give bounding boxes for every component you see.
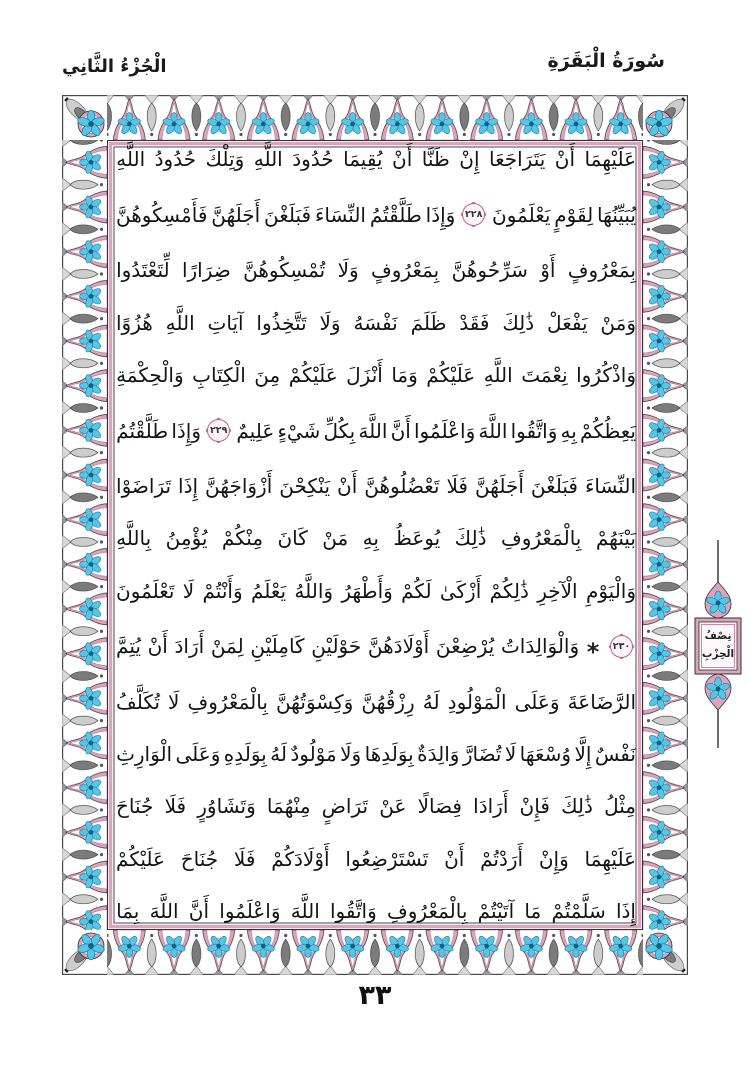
verse-number-medallion: [608, 633, 635, 660]
word: سَرِّحُوهُنَّ: [451, 258, 528, 283]
hizb-note-line1: نِصْفُ: [704, 630, 732, 642]
word: هُزُوًا: [116, 310, 153, 335]
quran-line: [116, 846, 636, 871]
word: ظَلَمَ: [410, 310, 447, 335]
word: وَاعْلَمُوا: [219, 898, 281, 923]
word: ذَٰلِكَ: [502, 310, 535, 335]
word: نَفْسٌ: [594, 742, 636, 767]
word: أَزْوَاجَهُنَّ: [205, 474, 273, 499]
word: اللَّهَ: [358, 418, 388, 443]
word: يَنْكِحْنَ: [279, 474, 331, 499]
word: ذَٰلِكَ: [454, 526, 487, 551]
word: فَلَا: [446, 474, 468, 499]
word: النِّسَاءَ: [314, 202, 366, 227]
word: الْكِتَابِ: [192, 362, 246, 387]
word: النِّسَاءَ: [584, 474, 636, 499]
word: يَعْلَمُونَ: [492, 202, 551, 227]
word: طَلَّقْتُمُ: [116, 418, 169, 443]
word: بِالْمَعْرُوفِ: [500, 526, 582, 551]
word: اللَّهَ: [149, 898, 179, 923]
word: وَأَنْتُمْ: [202, 578, 243, 603]
word: بِمَعْرُوفٍ: [567, 258, 636, 283]
word: أَنْ: [337, 474, 358, 499]
quran-line: [116, 417, 636, 444]
word: مِنَ: [254, 362, 281, 387]
word: مَوْلُودٌ: [290, 742, 337, 767]
word: لِمَنْ: [210, 634, 244, 659]
word: وَإِذَا: [171, 418, 202, 443]
word: يَفْعَلْ: [547, 310, 588, 335]
word: سَلَّمْتُمْ: [551, 898, 606, 923]
word: فَأَمْسِكُوهُنَّ: [116, 202, 208, 227]
word: إِلَّا: [574, 742, 592, 767]
word: لَا: [168, 690, 180, 715]
word: وَالِدَةٌ: [417, 742, 460, 767]
word: تَرَاضٍ: [321, 794, 369, 819]
word: الْمَوْلُودِ: [447, 690, 507, 715]
word: يَتَرَاجَعَا: [489, 147, 546, 171]
hizb-medallion: [687, 540, 749, 748]
word: ضِرَارًا: [181, 258, 231, 283]
word: جُنَاحَ: [180, 846, 219, 871]
hizb-note-line2: الْحِزْبِ: [701, 648, 735, 660]
word: لَهُ: [270, 742, 287, 767]
word: اللَّهَ: [290, 898, 320, 923]
word: وَإِنْ: [538, 846, 569, 871]
word: وَالْوَالِدَاتُ: [500, 634, 580, 659]
word: عَلَيْكُمْ: [116, 846, 165, 871]
word: اللَّهِ: [483, 362, 513, 387]
word: رِزْقُهُنَّ: [361, 690, 415, 715]
word: أَرَدْتُمْ: [480, 846, 524, 871]
word: بِهِ: [560, 418, 577, 443]
word: وَإِذَا: [425, 202, 456, 227]
quran-line: [116, 474, 636, 499]
hizb-medallion-ornament: [687, 540, 749, 748]
word: يَعِظُكُمْ: [580, 418, 636, 443]
word: أَنْ: [147, 634, 168, 659]
word: عَلَيْكُمْ: [288, 362, 338, 387]
word: أَنَّ: [188, 898, 210, 923]
word: بِكُلِّ: [323, 418, 356, 443]
verse-number: ٢٢٩: [210, 424, 228, 436]
word: بِوَلَدِهَا: [364, 742, 414, 767]
word: مَنْ: [322, 526, 349, 551]
word: لِقَوْمٍ: [554, 202, 594, 227]
word: تَرَاضَوْا: [116, 474, 172, 499]
word: فَقَدْ: [459, 310, 490, 335]
word: طَلَّقْتُمُ: [369, 202, 422, 227]
word: وَالْحِكْمَةِ: [116, 362, 184, 387]
word: بِمَا: [116, 898, 140, 923]
word: وَكِسْوَتُهُنَّ: [275, 690, 354, 715]
word: نِعْمَتَ: [521, 362, 568, 387]
word: وَأَطْهَرُ: [341, 578, 393, 603]
text-block: [116, 149, 636, 921]
word: عَنْ: [379, 794, 407, 819]
word: اللَّهَ: [478, 418, 508, 443]
word: أَنَّ: [390, 418, 411, 443]
word: وَاتَّقُوا: [510, 418, 558, 443]
word: نَفْسَهُ: [353, 310, 398, 335]
word: وَمَا: [391, 362, 418, 387]
word: آيَاتِ: [207, 310, 244, 335]
word: بِاللَّهِ: [116, 526, 152, 551]
quran-line: ٢٣٠ * وَالْوَالِدَاتُ يُرْضِعْنَ أَوْلَادَهُنَّ حَوْلَيْنِ كَامِلَيْنِ لِمَنْ أَرَادَ أَنْ يُتِمَّ: [116, 633, 636, 660]
word: عَلِيمٌ: [236, 418, 275, 443]
word: لِّتَعْتَدُوا: [116, 258, 170, 283]
word: يُقِيمَا: [343, 147, 383, 171]
verse-number: ٢٣٠: [612, 640, 631, 652]
word: شَيْءٍ: [277, 418, 321, 443]
word: تَتَّخِذُوا: [256, 310, 307, 335]
word: تُضَارَّ: [462, 742, 502, 767]
word: وَلَا: [319, 310, 341, 335]
word: الرَّضَاعَةَ: [567, 690, 636, 715]
word: وَاللَّهُ: [294, 578, 334, 603]
word: أَوْ: [540, 258, 556, 283]
word: عَلَيْهِمَا: [584, 147, 636, 171]
word: وَلَا: [337, 258, 359, 283]
word: فَلَا: [164, 794, 187, 819]
word: أَوْلَادَهُنَّ: [367, 634, 430, 659]
word: وَتِلْكَ: [205, 147, 245, 171]
word: مِنْهُمَا: [266, 794, 311, 819]
word: إِنْ: [459, 147, 480, 171]
juz-title: الْجُزْءُ الثَّانِي: [62, 56, 167, 77]
word: لَهُ: [422, 690, 440, 715]
quran-line: [116, 201, 636, 228]
word: وَاذْكُرُوا: [576, 362, 636, 387]
quran-line: [116, 149, 636, 169]
word: يُؤْمِنُ: [165, 526, 208, 551]
word: كَامِلَيْنِ: [250, 634, 305, 659]
word: فَبَلَغْنَ: [264, 202, 312, 227]
word: مَا: [524, 898, 542, 923]
word: أَجَلَهُنَّ: [474, 474, 524, 499]
word: لَكُمْ: [401, 578, 432, 603]
quran-line: [116, 690, 636, 715]
word: وَتَشَاوُرٍ: [197, 794, 256, 819]
quran-line: [116, 794, 636, 819]
word: الْوَارِثِ: [116, 742, 173, 767]
quran-line: [116, 578, 636, 603]
word: وَعَلَى: [514, 690, 560, 715]
quran-line: [116, 362, 636, 387]
word: أَنْزَلَ: [346, 362, 383, 387]
word: آتَيْتُمْ: [477, 898, 515, 923]
word: بِالْمَعْرُوفِ: [387, 898, 468, 923]
word: وَاعْلَمُوا: [414, 418, 476, 443]
word: ذَٰلِكُمْ: [489, 578, 529, 603]
word: ظَنَّا: [421, 147, 450, 171]
word: فَإِنْ: [519, 794, 550, 819]
quran-line: [116, 898, 636, 923]
word: اللَّهِ: [116, 147, 146, 171]
word: مِنْكُمْ: [221, 526, 264, 551]
word: أَنْ: [444, 846, 465, 871]
word: وَعَلَى: [175, 742, 221, 767]
word: الْآخِرِ: [537, 578, 578, 603]
word: يَعْلَمُ: [250, 578, 287, 603]
word: ذَٰلِكَ: [561, 794, 593, 819]
word: أَنْ: [392, 147, 413, 171]
page-number: ٣٣: [358, 980, 392, 1011]
word: وَلَا: [340, 742, 362, 767]
word: أَزْكَىٰ: [439, 578, 482, 603]
word: حُدُودَ: [292, 147, 334, 171]
word: بِوَلَدِهِ: [223, 742, 267, 767]
word: كَانَ: [277, 526, 308, 551]
word: اللَّهِ: [253, 147, 283, 171]
word: تَعْضُلُوهُنَّ: [364, 474, 440, 499]
word: يُرْضِعْنَ: [435, 634, 495, 659]
quran-line: [116, 258, 636, 283]
word: تَعْلَمُونَ: [116, 578, 175, 603]
word: بِالْمَعْرُوفِ: [187, 690, 268, 715]
word: فِصَالًا: [417, 794, 462, 819]
word: إِذَا: [178, 474, 199, 499]
word: وَمَنْ: [600, 310, 636, 335]
word: تُكَلَّفُ: [116, 690, 160, 715]
word: عَلَيْكُمْ: [426, 362, 476, 387]
surah-title: سُورَةُ الْبَقَرَةِ: [547, 50, 665, 72]
word: وَاتَّقُوا: [329, 898, 377, 923]
word: مِثْلُ: [604, 794, 636, 819]
word: أَنْ: [554, 147, 576, 171]
verse-number-medallion: [460, 201, 487, 228]
verse-number: ٢٢٨: [464, 208, 483, 220]
word: يُتِمَّ: [116, 634, 141, 659]
word: فَبَلَغْنَ: [530, 474, 578, 499]
word: يُبَيِّنُهَا: [597, 202, 636, 227]
quran-line: [116, 526, 636, 551]
word: تُمْسِكُوهُنَّ: [243, 258, 326, 283]
word: اللَّهِ: [165, 310, 195, 335]
word: وَالْيَوْمِ: [585, 578, 636, 603]
word: وُسْعَهَا: [519, 742, 572, 767]
word: أَوْلَادَكُمْ: [271, 846, 330, 871]
quran-line: [116, 310, 636, 335]
word: بِمَعْرُوفٍ: [371, 258, 440, 283]
word: تَسْتَرْضِعُوا: [345, 846, 429, 871]
quran-line: [116, 742, 636, 767]
word: أَرَادَ: [174, 634, 205, 659]
word: لَا: [182, 578, 195, 603]
word: حَوْلَيْنِ: [311, 634, 362, 659]
word: أَجَلَهُنَّ: [211, 202, 261, 227]
word: بَيْنَهُمْ: [595, 526, 636, 551]
word: بِهِ: [362, 526, 379, 551]
word: حُدُودُ: [154, 147, 197, 171]
word: أَرَادَا: [473, 794, 509, 819]
word: جُنَاحَ: [116, 794, 154, 819]
word: يُوعَظُ: [393, 526, 441, 551]
verse-number-medallion: [205, 417, 232, 444]
word: عَلَيْهِمَا: [584, 846, 636, 871]
word: لَا: [504, 742, 517, 767]
word: فَلَا: [233, 846, 256, 871]
word: إِذَا: [615, 898, 636, 923]
